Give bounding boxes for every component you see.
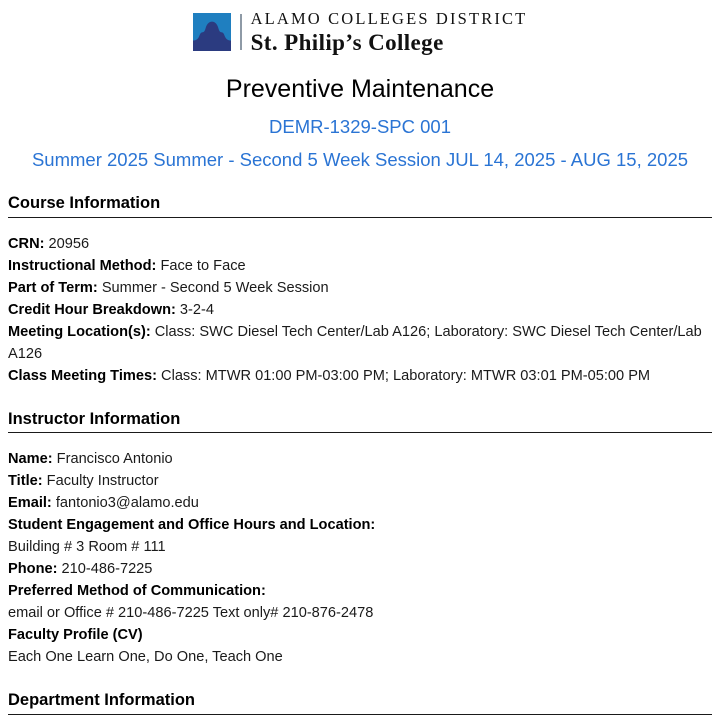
field-part-of-term	[8, 277, 712, 299]
field-class-meeting-times	[8, 365, 712, 387]
field-meeting-locations	[8, 321, 712, 365]
field-instructional-method	[8, 255, 712, 277]
field-instructor-name-label: Name:	[8, 451, 53, 468]
field-instructor-title-label: Title:	[8, 473, 43, 490]
field-instructor-title	[8, 470, 712, 492]
course-code: DEMR-1329-SPC 001	[269, 115, 451, 137]
field-instructor-email-value: fantonio3@alamo.edu	[55, 495, 199, 512]
field-part-of-term-label: Part of Term:	[8, 279, 98, 296]
field-faculty-profile-label: Faculty Profile (CV)	[8, 627, 143, 644]
field-credit-hour-breakdown-label: Credit Hour Breakdown:	[8, 301, 176, 318]
field-communication-value: email or Office # 210-486-7225 Text only# 210-876-2478	[8, 605, 374, 622]
field-instructional-method-value: Face to Face	[160, 257, 246, 274]
field-crn-value: 20956	[48, 235, 90, 252]
course-information-body	[8, 218, 712, 387]
logo-wordmark	[251, 11, 528, 54]
department-information-section	[8, 690, 712, 715]
field-instructor-phone	[8, 558, 712, 580]
logo-divider	[240, 14, 242, 50]
field-instructor-email	[8, 492, 712, 514]
field-meeting-locations-label: Meeting Location(s):	[8, 323, 151, 340]
instructor-information-body	[8, 433, 712, 668]
field-instructor-title-value: Faculty Instructor	[46, 473, 159, 490]
field-instructor-name-value: Francisco Antonio	[56, 451, 173, 468]
field-instructor-phone-value: 210-486-7225	[61, 561, 153, 578]
field-crn-label: CRN:	[8, 235, 45, 252]
college-logo-header	[8, 0, 712, 60]
alamo-colleges-mission-dome-icon	[193, 13, 231, 51]
field-meeting-locations-value: Class: SWC Diesel Tech Center/Lab A126; Laboratory: SWC Diesel Tech Center/Lab A126	[8, 323, 702, 362]
field-credit-hour-breakdown-value: 3-2-4	[179, 301, 214, 318]
instructor-information-section	[8, 409, 712, 669]
field-instructor-email-label: Email:	[8, 495, 52, 512]
logo-district-name: ALAMO COLLEGES DISTRICT	[250, 9, 528, 28]
department-information-heading: Department Information	[8, 690, 712, 715]
field-communication-label: Preferred Method of Communication:	[8, 583, 266, 600]
course-term: Summer 2025 Summer - Second 5 Week Session JUL 14, 2025 - AUG 15, 2025	[31, 148, 689, 170]
field-instructor-name	[8, 448, 712, 470]
field-faculty-profile-value: Each One Learn One, Do One, Teach One	[8, 649, 283, 666]
field-part-of-term-value: Summer - Second 5 Week Session	[101, 279, 329, 296]
course-title: Preventive Maintenance	[225, 74, 495, 103]
field-class-meeting-times-label: Class Meeting Times:	[8, 367, 157, 384]
field-crn	[8, 233, 712, 255]
field-office-hours-value: Building # 3 Room # 111	[8, 539, 166, 556]
logo-lockup	[193, 11, 528, 54]
course-information-section	[8, 193, 712, 387]
course-information-heading: Course Information	[8, 193, 712, 218]
field-credit-hour-breakdown	[8, 299, 712, 321]
field-office-hours-label: Student Engagement and Office Hours and Location:	[8, 517, 376, 534]
field-class-meeting-times-value: Class: MTWR 01:00 PM-03:00 PM; Laboratory: MTWR 03:01 PM-05:00 PM	[161, 367, 651, 384]
field-instructor-phone-label: Phone:	[8, 561, 58, 578]
logo-college-name: St. Philip’s College	[250, 29, 444, 55]
field-instructional-method-label: Instructional Method:	[8, 257, 157, 274]
instructor-information-heading: Instructor Information	[8, 409, 712, 434]
